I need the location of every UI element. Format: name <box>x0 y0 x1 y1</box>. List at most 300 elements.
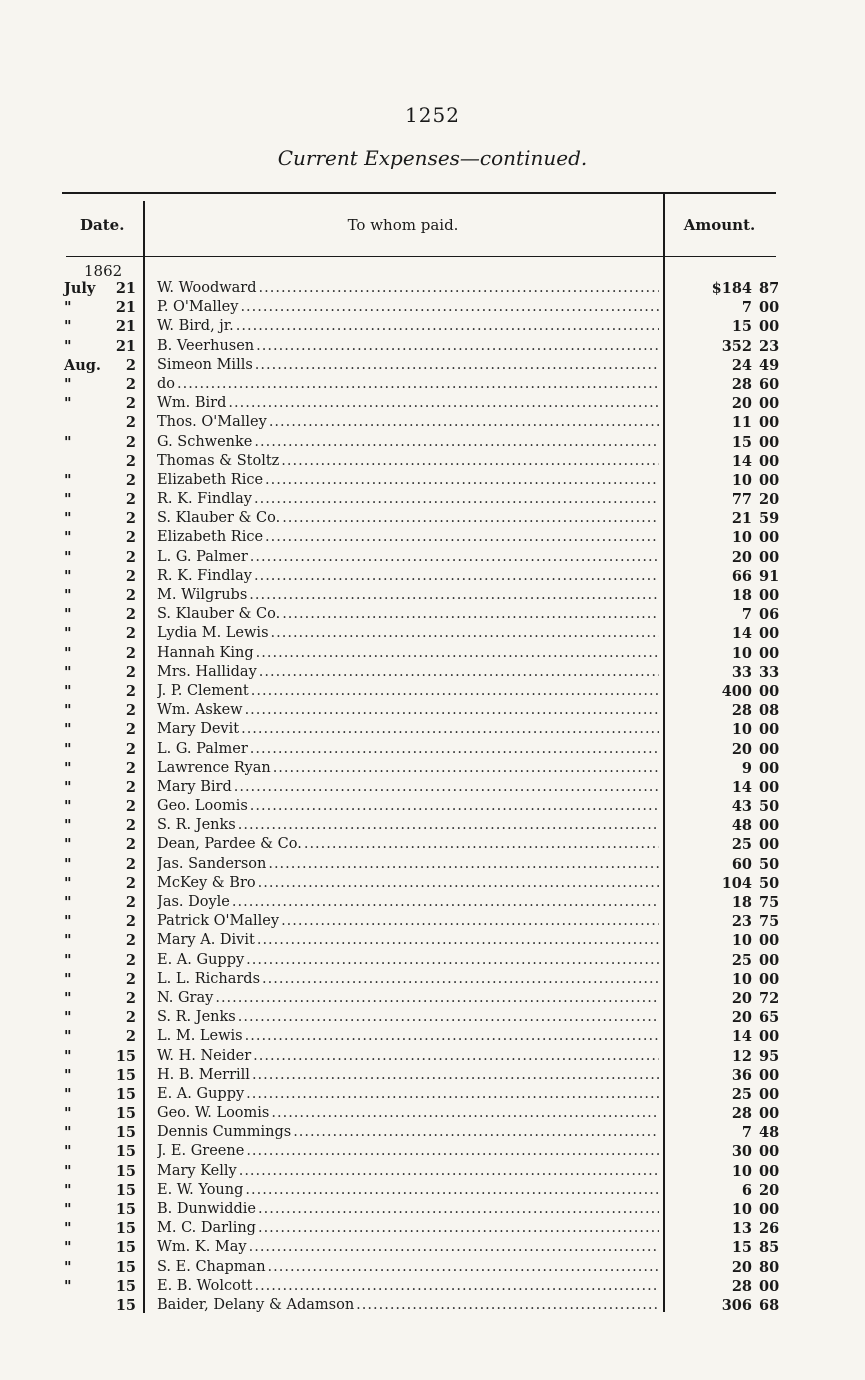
row-amount-dollars: 10 <box>731 932 752 950</box>
row-payee <box>157 912 659 931</box>
row-month: " <box>64 798 72 816</box>
payee-name: Hannah King <box>157 644 254 661</box>
row-payee <box>157 337 659 356</box>
payee-name: Mary Devit <box>157 721 240 738</box>
payee-name: Mary A. Divit <box>157 932 255 949</box>
row-amount-cents: 75 <box>759 913 780 931</box>
payee-name: S. R. Jenks <box>157 1009 236 1026</box>
row-payee <box>157 1142 659 1161</box>
page-number: 1252 <box>405 103 460 127</box>
row-amount-cents: 75 <box>759 894 780 911</box>
row-amount-cents: 00 <box>759 778 780 796</box>
row-month: " <box>64 894 72 911</box>
table-row <box>0 567 865 586</box>
row-amount-cents: 87 <box>759 280 780 297</box>
table-row <box>0 1085 865 1104</box>
row-amount-dollars: 25 <box>731 951 752 969</box>
table-row <box>0 970 865 989</box>
row-month: " <box>64 529 72 547</box>
row-payee <box>157 586 659 605</box>
row-payee <box>157 1296 659 1315</box>
payee-name: S. Klauber & Co. <box>157 606 281 623</box>
row-amount-cents: 33 <box>759 663 780 681</box>
row-day: 2 <box>125 874 136 892</box>
page-heading: Current Expenses—continued. <box>277 146 588 170</box>
row-amount-cents: 00 <box>759 587 780 604</box>
row-month: " <box>64 567 72 585</box>
table-row <box>0 1238 865 1257</box>
row-amount-cents: 95 <box>759 1047 780 1065</box>
row-amount-cents: 50 <box>759 855 780 873</box>
row-amount-dollars: 25 <box>731 1085 752 1103</box>
row-amount-cents: 08 <box>759 702 780 720</box>
row-payee <box>157 797 659 816</box>
table-row <box>0 740 865 759</box>
payee-name: B. Veerhusen <box>157 337 255 354</box>
payee-name: Mary Bird <box>157 778 232 795</box>
row-amount-dollars: 18 <box>731 587 752 604</box>
row-payee <box>157 1027 659 1046</box>
row-day: 21 <box>115 337 136 355</box>
row-month: " <box>64 1277 72 1295</box>
row-day: 15 <box>115 1047 136 1065</box>
row-amount-dollars: 24 <box>731 356 752 374</box>
row-amount-dollars: 14 <box>731 452 752 470</box>
row-day: 21 <box>115 280 136 297</box>
payee-name: do <box>157 375 176 392</box>
row-amount-dollars: 14 <box>731 778 752 796</box>
row-amount-cents: 65 <box>759 1009 780 1027</box>
table-row <box>0 874 865 893</box>
row-month: " <box>64 1085 72 1103</box>
row-amount-dollars: 10 <box>731 1201 752 1218</box>
row-day: 15 <box>115 1143 136 1161</box>
row-month: " <box>64 395 72 413</box>
row-amount-cents: 80 <box>759 1258 780 1276</box>
row-month: " <box>64 855 72 873</box>
row-amount-cents: 06 <box>759 606 780 624</box>
row-month: " <box>64 989 72 1007</box>
row-day: 15 <box>115 1124 136 1142</box>
row-amount-dollars: 18 <box>731 894 752 911</box>
row-amount-cents: 68 <box>759 1296 780 1314</box>
table-row <box>0 1219 865 1238</box>
table-row <box>0 1008 865 1027</box>
table-row <box>0 452 865 471</box>
row-day: 2 <box>125 587 136 604</box>
row-payee <box>157 1219 659 1238</box>
table-row <box>0 931 865 950</box>
row-amount-dollars: 14 <box>731 1028 752 1046</box>
payee-name: J. P. Clement <box>157 682 249 699</box>
payee-name: R. K. Findlay <box>157 491 252 508</box>
payee-name: Patrick O'Malley <box>157 913 280 930</box>
payee-name: Dennis Cummings <box>157 1124 292 1141</box>
payee-name: L. G. Palmer <box>157 740 248 757</box>
row-day: 2 <box>125 433 136 451</box>
row-day: 2 <box>125 471 136 489</box>
row-amount-dollars: 15 <box>731 1239 752 1257</box>
table-row <box>0 1200 865 1219</box>
row-month: " <box>64 433 72 451</box>
row-amount-cents: 00 <box>759 452 780 470</box>
table-row <box>0 433 865 452</box>
row-day: 15 <box>115 1296 136 1314</box>
table-row <box>0 317 865 336</box>
row-month: " <box>64 1066 72 1084</box>
payee-name: Simeon Mills <box>157 356 253 373</box>
payee-name: Wm. K. May <box>157 1239 247 1256</box>
row-payee <box>157 394 659 413</box>
table-top-rule <box>62 192 776 194</box>
payee-name: Mary Kelly <box>157 1162 237 1179</box>
table-row <box>0 912 865 931</box>
row-amount-dollars: 77 <box>731 491 752 509</box>
row-day: 2 <box>125 567 136 585</box>
row-day: 15 <box>115 1239 136 1257</box>
table-row <box>0 682 865 701</box>
row-amount-dollars: 104 <box>721 874 752 892</box>
row-amount-cents: 48 <box>759 1124 780 1142</box>
row-amount-cents: 00 <box>759 1028 780 1046</box>
ledger-rows <box>0 279 865 1315</box>
row-day: 2 <box>125 606 136 624</box>
row-amount-dollars: 14 <box>731 625 752 643</box>
row-month: " <box>64 299 72 317</box>
table-row <box>0 1258 865 1277</box>
row-amount-cents: 00 <box>759 1143 780 1161</box>
row-day: 2 <box>125 989 136 1007</box>
row-month: " <box>64 587 72 604</box>
row-amount-dollars: 20 <box>731 740 752 758</box>
payee-name: J. E. Greene <box>157 1143 245 1160</box>
payee-name: W. H. Neider <box>157 1047 252 1064</box>
row-day: 2 <box>125 395 136 413</box>
row-day: 2 <box>125 740 136 758</box>
table-row <box>0 701 865 720</box>
row-day: 15 <box>115 1258 136 1276</box>
payee-name: W. Woodward <box>157 280 257 296</box>
row-payee <box>157 663 659 682</box>
row-amount-dollars: 6 <box>741 1181 752 1199</box>
table-row <box>0 548 865 567</box>
table-row <box>0 471 865 490</box>
row-amount-cents: 00 <box>759 471 780 489</box>
row-month: " <box>64 1201 72 1218</box>
row-month: " <box>64 932 72 950</box>
row-payee <box>157 1181 659 1200</box>
row-payee <box>157 759 659 778</box>
row-amount-dollars: 10 <box>731 644 752 662</box>
payee-name: Mrs. Halliday <box>157 663 257 680</box>
payee-name: P. O'Malley <box>157 299 239 316</box>
row-payee <box>157 1066 659 1085</box>
row-day: 2 <box>125 855 136 873</box>
row-month: " <box>64 510 72 528</box>
row-amount-cents: 00 <box>759 1085 780 1103</box>
table-row <box>0 989 865 1008</box>
row-month: " <box>64 759 72 777</box>
payee-name: McKey & Bro <box>157 874 256 891</box>
table-row <box>0 1142 865 1161</box>
payee-name: Dean, Pardee & Co. <box>157 836 302 853</box>
row-day: 2 <box>125 759 136 777</box>
row-amount-dollars: 30 <box>731 1143 752 1161</box>
row-payee <box>157 951 659 970</box>
payee-name: Geo. W. Loomis <box>157 1105 270 1122</box>
row-payee <box>157 855 659 874</box>
row-day: 15 <box>115 1277 136 1295</box>
row-month: " <box>64 874 72 892</box>
row-amount-dollars: 20 <box>731 1258 752 1276</box>
row-amount-cents: 23 <box>759 337 780 355</box>
row-payee <box>157 893 659 912</box>
column-header-amount: Amount. <box>683 216 756 234</box>
header-bottom-rule <box>66 256 776 257</box>
payee-name: Geo. Loomis <box>157 798 248 815</box>
table-row <box>0 835 865 854</box>
row-payee <box>157 1047 659 1066</box>
row-payee <box>157 433 659 452</box>
table-row <box>0 1066 865 1085</box>
payee-name: E. W. Young <box>157 1181 244 1198</box>
row-day: 2 <box>125 644 136 662</box>
row-amount-cents: 59 <box>759 510 780 528</box>
row-day: 2 <box>125 970 136 988</box>
row-amount-dollars: 36 <box>731 1066 752 1084</box>
table-row <box>0 337 865 356</box>
row-payee <box>157 931 659 950</box>
row-day: 2 <box>125 682 136 700</box>
row-month: " <box>64 1220 72 1238</box>
row-payee <box>157 682 659 701</box>
row-month: " <box>64 491 72 509</box>
row-month: " <box>64 1162 72 1180</box>
row-amount-dollars: 28 <box>731 375 752 393</box>
row-payee <box>157 1085 659 1104</box>
row-payee <box>157 1258 659 1277</box>
row-day: 21 <box>115 318 136 336</box>
row-amount-cents: 00 <box>759 299 780 317</box>
payee-name: L. G. Palmer <box>157 548 248 565</box>
row-payee <box>157 1277 659 1296</box>
row-day: 15 <box>115 1181 136 1199</box>
row-amount-cents: 00 <box>759 682 780 700</box>
row-payee <box>157 778 659 797</box>
payee-name: L. L. Richards <box>157 970 261 987</box>
row-month: " <box>64 721 72 739</box>
row-amount-cents: 00 <box>759 644 780 662</box>
row-month: July <box>64 280 96 297</box>
row-month: " <box>64 318 72 336</box>
payee-name: S. E. Chapman <box>157 1258 266 1275</box>
row-amount-cents: 00 <box>759 1066 780 1084</box>
row-month: " <box>64 1258 72 1276</box>
row-month: " <box>64 1124 72 1142</box>
table-row <box>0 375 865 394</box>
payee-name: R. K. Findlay <box>157 567 252 584</box>
row-month: " <box>64 778 72 796</box>
row-month: " <box>64 663 72 681</box>
row-day: 15 <box>115 1201 136 1218</box>
table-row <box>0 816 865 835</box>
table-row <box>0 720 865 739</box>
payee-name: E. A. Guppy <box>157 1085 245 1102</box>
row-payee <box>157 644 659 663</box>
table-row <box>0 663 865 682</box>
row-amount-cents: 20 <box>759 1181 780 1199</box>
row-amount-cents: 26 <box>759 1220 780 1238</box>
payee-name: M. Wilgrubs <box>157 587 248 603</box>
row-payee <box>157 1200 659 1219</box>
row-amount-dollars: 20 <box>731 989 752 1007</box>
row-payee <box>157 413 659 432</box>
row-month: " <box>64 913 72 931</box>
row-amount-cents: 00 <box>759 414 780 432</box>
row-month: " <box>64 375 72 393</box>
row-month: " <box>64 951 72 969</box>
row-amount-dollars: 352 <box>721 337 752 355</box>
row-payee <box>157 298 659 317</box>
row-amount-cents: 00 <box>759 932 780 950</box>
table-row <box>0 528 865 547</box>
row-month: " <box>64 970 72 988</box>
row-amount-cents: 50 <box>759 874 780 892</box>
payee-name: Wm. Bird <box>157 395 227 412</box>
row-payee <box>157 701 659 720</box>
row-month: " <box>64 1105 72 1123</box>
row-amount-dollars: 20 <box>731 395 752 413</box>
row-amount-dollars: 400 <box>721 682 752 700</box>
row-amount-dollars: 60 <box>731 855 752 873</box>
payee-name: Lydia M. Lewis <box>157 625 269 642</box>
row-amount-cents: 00 <box>759 970 780 988</box>
table-row <box>0 1123 865 1142</box>
payee-name: S. Klauber & Co. <box>157 510 281 527</box>
row-amount-dollars: 11 <box>731 414 752 432</box>
row-amount-cents: 72 <box>759 989 780 1007</box>
row-day: 15 <box>115 1066 136 1084</box>
table-row <box>0 778 865 797</box>
row-amount-cents: 00 <box>759 721 780 739</box>
row-payee <box>157 356 659 375</box>
payee-name: L. M. Lewis <box>157 1028 243 1045</box>
row-amount-dollars: 10 <box>731 471 752 489</box>
table-row <box>0 279 865 298</box>
row-amount-cents: 00 <box>759 1105 780 1123</box>
row-day: 2 <box>125 951 136 969</box>
row-amount-dollars: 9 <box>741 759 752 777</box>
payee-name: Baider, Delany & Adamson <box>157 1296 355 1313</box>
table-row <box>0 394 865 413</box>
table-row <box>0 1047 865 1066</box>
row-amount-dollars: 21 <box>731 510 752 528</box>
row-amount-dollars: 28 <box>731 1105 752 1123</box>
row-month: " <box>64 644 72 662</box>
table-row <box>0 1181 865 1200</box>
row-payee <box>157 1123 659 1142</box>
row-amount-dollars: 25 <box>731 836 752 854</box>
row-amount-dollars: 33 <box>731 663 752 681</box>
table-row <box>0 644 865 663</box>
row-amount-dollars: 28 <box>731 1277 752 1295</box>
table-row <box>0 1027 865 1046</box>
row-payee <box>157 970 659 989</box>
payee-name: M. C. Darling <box>157 1220 256 1237</box>
row-month: " <box>64 548 72 566</box>
row-day: 2 <box>125 932 136 950</box>
row-amount-cents: 50 <box>759 798 780 816</box>
table-row <box>0 855 865 874</box>
row-day: 2 <box>125 375 136 393</box>
payee-name: W. Bird, jr. <box>157 318 234 335</box>
row-amount-dollars: 306 <box>721 1296 752 1314</box>
row-day: 2 <box>125 798 136 816</box>
row-amount-cents: 00 <box>759 548 780 566</box>
row-day: 15 <box>115 1085 136 1103</box>
row-day: 2 <box>125 491 136 509</box>
row-month: " <box>64 1239 72 1257</box>
row-day: 15 <box>115 1220 136 1238</box>
table-row <box>0 1296 865 1315</box>
row-month: " <box>64 606 72 624</box>
table-row <box>0 413 865 432</box>
row-day: 2 <box>125 625 136 643</box>
payee-name: Thos. O'Malley <box>157 414 267 431</box>
row-month: " <box>64 1028 72 1046</box>
row-amount-dollars: 7 <box>741 1124 752 1142</box>
row-month: " <box>64 836 72 854</box>
row-day: 2 <box>125 778 136 796</box>
row-amount-dollars: 20 <box>731 548 752 566</box>
row-payee <box>157 317 659 336</box>
row-payee <box>157 548 659 567</box>
row-day: 2 <box>125 721 136 739</box>
row-amount-dollars: 15 <box>731 433 752 451</box>
row-month: " <box>64 702 72 720</box>
table-row <box>0 1162 865 1181</box>
row-amount-cents: 49 <box>759 356 780 374</box>
row-payee <box>157 528 659 547</box>
row-month: " <box>64 1009 72 1027</box>
row-amount-cents: 00 <box>759 1201 780 1218</box>
row-payee <box>157 490 659 509</box>
table-row <box>0 759 865 778</box>
row-amount-cents: 00 <box>759 1162 780 1180</box>
row-month: Aug. <box>64 356 101 374</box>
payee-name: E. B. Wolcott <box>157 1277 253 1294</box>
row-payee <box>157 835 659 854</box>
table-row <box>0 893 865 912</box>
row-day: 2 <box>125 510 136 528</box>
row-day: 2 <box>125 836 136 854</box>
table-row <box>0 586 865 605</box>
row-payee <box>157 605 659 624</box>
row-month: " <box>64 1143 72 1161</box>
row-amount-dollars: 12 <box>731 1047 752 1065</box>
row-day: 2 <box>125 452 136 470</box>
row-amount-dollars: 20 <box>731 1009 752 1027</box>
row-month: " <box>64 740 72 758</box>
payee-name: H. B. Merrill <box>157 1066 250 1083</box>
row-amount-dollars: 10 <box>731 1162 752 1180</box>
row-payee <box>157 1008 659 1027</box>
row-payee <box>157 624 659 643</box>
row-month: " <box>64 1047 72 1065</box>
row-amount-dollars: 7 <box>741 606 752 624</box>
row-day: 2 <box>125 414 136 432</box>
row-payee <box>157 567 659 586</box>
